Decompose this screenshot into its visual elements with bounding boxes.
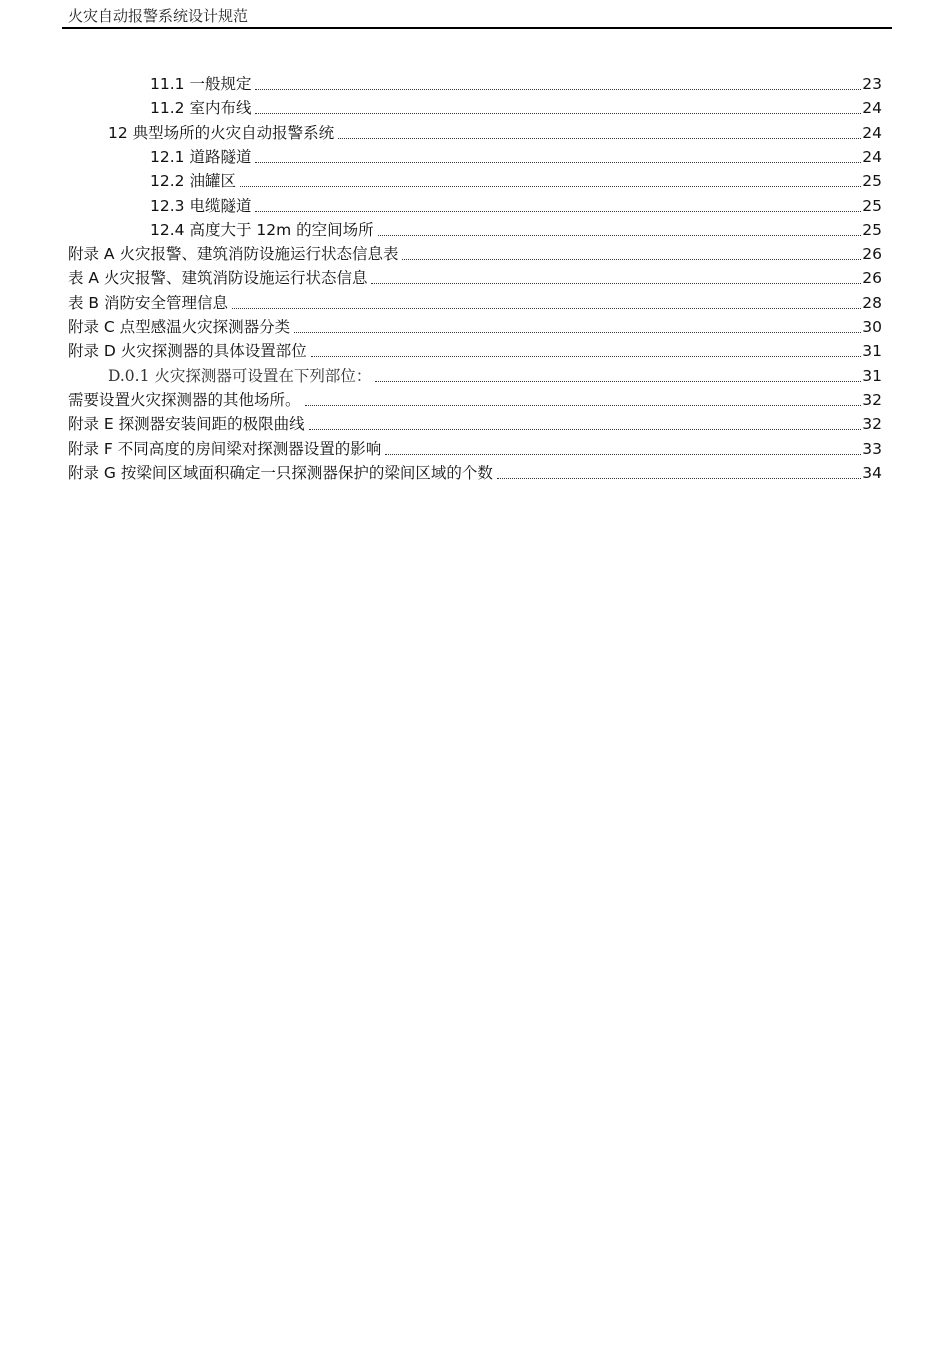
toc-dot-leader — [371, 283, 861, 284]
toc-entry-page: 26 — [862, 245, 882, 264]
toc-entry-title: D.0.1 火灾探测器可设置在下列部位： — [108, 366, 375, 386]
toc-entry[interactable] — [68, 313, 882, 337]
toc-dot-leader — [378, 235, 862, 236]
toc-entry-page: 33 — [862, 439, 882, 458]
toc-entry[interactable] — [68, 410, 882, 434]
toc-dot-leader — [375, 381, 861, 382]
toc-entry-title: 附录 A 火灾报警、建筑消防设施运行状态信息表 — [68, 244, 402, 264]
toc-entry[interactable] — [150, 143, 882, 167]
toc-dot-leader — [255, 113, 861, 114]
toc-entry-title: 表 A 火灾报警、建筑消防设施运行状态信息 — [68, 268, 371, 288]
toc-entry[interactable] — [68, 459, 882, 483]
toc-entry-page: 32 — [862, 390, 882, 409]
toc-entry[interactable] — [150, 192, 882, 216]
toc-entry[interactable] — [108, 119, 882, 143]
toc-dot-leader — [338, 138, 861, 139]
toc-entry-title: 表 B 消防安全管理信息 — [68, 293, 232, 313]
toc-entry-title: 附录 F 不同高度的房间梁对探测器设置的影响 — [68, 439, 385, 459]
toc-dot-leader — [255, 162, 861, 163]
toc-entry-page: 23 — [862, 75, 882, 93]
toc-entry-title: 附录 D 火灾探测器的具体设置部位 — [68, 341, 311, 361]
toc-entry[interactable] — [68, 240, 882, 264]
toc-entry[interactable] — [150, 216, 882, 240]
toc-entry-page: 24 — [862, 99, 882, 118]
toc-entry-page: 25 — [862, 172, 882, 191]
toc-entry-title: 12.4 高度大于 12m 的空间场所 — [150, 220, 378, 240]
toc-entry-title: 附录 G 按梁间区域面积确定一只探测器保护的梁间区域的个数 — [68, 463, 497, 483]
toc-entry-title: 12.1 道路隧道 — [150, 147, 255, 167]
toc-entry-title: 需要设置火灾探测器的其他场所。 — [68, 390, 305, 410]
toc-entry-title: 附录 C 点型感温火灾探测器分类 — [68, 317, 294, 337]
document-title: 火灾自动报警系统设计规范 — [68, 7, 249, 25]
toc-entry-page: 24 — [862, 147, 882, 166]
toc-entry[interactable] — [68, 264, 882, 288]
toc-dot-leader — [240, 186, 861, 187]
toc-entry[interactable] — [150, 94, 882, 118]
toc-dot-leader — [255, 211, 861, 212]
toc-entry-title: 12.2 油罐区 — [150, 171, 240, 191]
toc-entry-page: 28 — [862, 293, 882, 312]
toc-dot-leader — [232, 308, 861, 309]
toc-entry[interactable] — [68, 435, 882, 459]
toc-entry-page: 25 — [862, 220, 882, 239]
toc-entry[interactable] — [68, 289, 882, 313]
toc-dot-leader — [255, 89, 861, 90]
toc-entry-title: 11.2 室内布线 — [150, 98, 255, 118]
toc-dot-leader — [309, 429, 862, 430]
toc-entry-page: 32 — [862, 415, 882, 434]
page-header — [62, 6, 892, 29]
toc-entry-page: 34 — [862, 463, 882, 482]
toc-dot-leader — [497, 478, 861, 479]
toc-entry-title: 附录 E 探测器安装间距的极限曲线 — [68, 414, 309, 434]
toc-entry[interactable] — [68, 337, 882, 361]
toc-dot-leader — [402, 259, 861, 260]
toc-entry[interactable] — [150, 167, 882, 191]
toc-entry-page: 25 — [862, 196, 882, 215]
toc-dot-leader — [305, 405, 862, 406]
toc-entry-title: 11.1 一般规定 — [150, 74, 255, 94]
toc-entry[interactable] — [150, 70, 882, 94]
toc-entry-page: 31 — [862, 342, 882, 361]
toc-dot-leader — [311, 356, 861, 357]
toc-entry[interactable] — [108, 362, 882, 386]
toc-entry-title: 12.3 电缆隧道 — [150, 196, 255, 216]
toc-entry-page: 30 — [862, 318, 882, 336]
toc-entry[interactable] — [68, 386, 882, 410]
toc-entry-page: 24 — [862, 123, 882, 142]
toc-entry-page: 31 — [862, 366, 882, 385]
toc-entry-page: 26 — [862, 269, 882, 288]
toc-entry-title: 12 典型场所的火灾自动报警系统 — [108, 123, 338, 143]
toc-dot-leader — [294, 332, 861, 333]
toc-dot-leader — [385, 454, 861, 455]
